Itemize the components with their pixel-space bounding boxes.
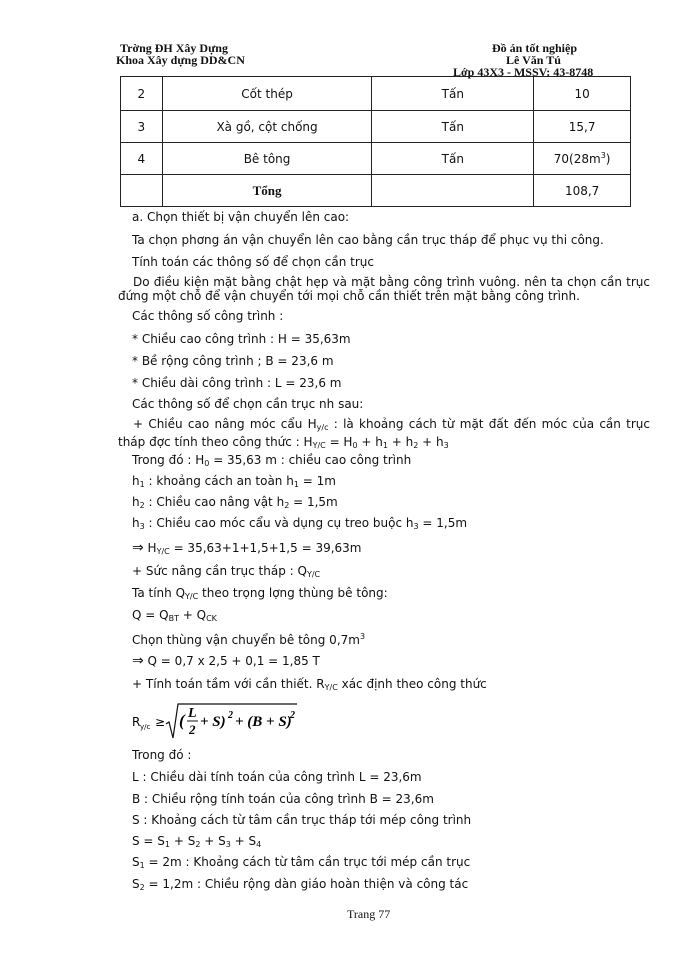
cell-value: $70(28m^3)$ [534,143,631,175]
text-line: Ta chọn phơng án vận chuyển lên cao bằng cần trục tháp để phục vụ thi công. [132,233,604,247]
text-line: Các thông số để chọn cần trục nh sau: [132,397,364,411]
implies-arrow-icon: ⇒ [132,653,144,669]
text-line: $h_2$ : Chiều cao nâng vật $h_2 = 1,5m$ [132,495,338,510]
text-line: $S_1 = 2m$ : Khoảng cách từ tâm cần trục tới mép cần trục [132,855,471,870]
text-line: + Tính toán tầm với cần thiết. $R_{Y/C}$ xác định theo công thức [132,677,487,692]
text-line: Chọn thùng vận chuyển bê tông $0,7m^3$ [132,632,366,647]
text-line: Ta tính $Q_{Y/C}$ theo trọng lợng thùng bê tông: [132,586,388,601]
text-line: * Chiều cao công trình : H = 35,63m [132,332,351,346]
header-class: Lớp 43X3 - MSSV: 43-8748 [453,65,594,79]
formula-part1: + S) [200,714,226,730]
table-row [121,111,631,143]
formula-geq: ≥ [155,715,166,729]
header-author: Lê Văn Tú [506,53,561,67]
text-line: * Bề rộng công trình ; B = 23,6 m [132,354,334,368]
formula-sq: 2 [228,710,233,721]
cell-no: 4 [121,143,163,175]
cell-unit: Tấn [372,143,534,175]
formula-part2: + (B + S) [235,714,292,730]
header-project: Đồ án tốt nghiệp [492,41,578,55]
text-line: $h_3$ : Chiều cao móc cẩu và dụng cụ treo buộc $h_3 = 1,5m$ [132,516,468,531]
formula-open: ( [179,711,185,730]
table-total-row [121,175,631,207]
cell-value: 10 [534,77,631,111]
text-line: B : Chiều rộng tính toán của công trình B = 23,6m [132,792,434,806]
total-label: Tổng [162,175,372,207]
header-faculty: Khoa Xây dựng DD&CN [116,53,245,67]
cell-value: 15,7 [534,111,631,143]
formula-L: L [188,706,197,721]
text-line: Các thông số công trình : [132,309,284,323]
header-school: Trờng ĐH Xây Dựng [120,41,228,55]
paragraph: + Chiều cao nâng móc cẩu $H_{y/c}$ : là khoảng cách từ mặt đất đến móc của cần trục tháp đợc tính theo công thức : $H_{Y/C} = H_0 + h_1 + h_2 + h_3$ [118,417,650,450]
implies-arrow-icon: ⇒ [132,540,144,556]
formula-sq2: 2 [290,710,295,721]
cell-unit: Tấn [372,111,534,143]
cell-unit: Tấn [372,77,534,111]
text-line: S : Khoảng cách từ tâm cần trục tháp tới mép công trình [132,813,472,827]
formula-lhs: R [132,715,141,729]
text-line: Tính toán các thông số để chọn cần trục [132,255,374,269]
text-line: * Chiều dài công trình : L = 23,6 m [132,376,342,390]
text-line: L : Chiều dài tính toán của công trình L = 23,6m [132,770,422,784]
formula-2: 2 [189,722,196,737]
result-line: ⇒ Q = 0,7 x 2,5 + 0,1 = 1,85 T [132,653,320,669]
section-heading: a. Chọn thiết bị vận chuyển lên cao: [132,210,350,224]
text-line: $h_1$ : khoảng cách an toàn $h_1 = 1m$ [132,474,336,489]
cell-name: Cốt thép [162,77,372,111]
page-number: Trang 77 [347,907,391,921]
text-line: $S = S_1 + S_2 + S_3 + S_4$ [132,834,262,849]
text-line: $Q = Q_{BT} + Q_{CK}$ [132,608,217,623]
result-line: ⇒ $H_{Y/C} = 35,63+1+1,5+1,5 = 39,63m$ [132,540,362,556]
table-row [121,143,631,175]
text-line: Trong đó : $H_0 = 35,63$ m : chiều cao công trình [132,453,412,468]
paragraph: Do điều kiện mặt bằng chật hẹp và mặt bằng công trình vuông. nên ta chọn cần trục đứng một chỗ để vận chuyển tới mọi chỗ cần thiết trên mặt bằng công trình. [118,275,650,303]
formula-lhs-sub: y/c [140,723,151,731]
table-row [121,77,631,111]
text-line: Trong đó : [132,748,192,762]
reach-formula [132,702,332,742]
total-value: 108,7 [534,175,631,207]
cell-name: Bê tông [162,143,372,175]
cell-no: 3 [121,111,163,143]
text-line: $S_2 = 1,2m$ : Chiều rộng dàn giáo hoàn thiện và công tác [132,877,469,892]
text-line: + Sức nâng cần trục tháp : $Q_{Y/C}$ [132,564,321,579]
cell-no: 2 [121,77,163,111]
cell-name: Xà gồ, cột chống [162,111,372,143]
materials-table [120,76,631,207]
